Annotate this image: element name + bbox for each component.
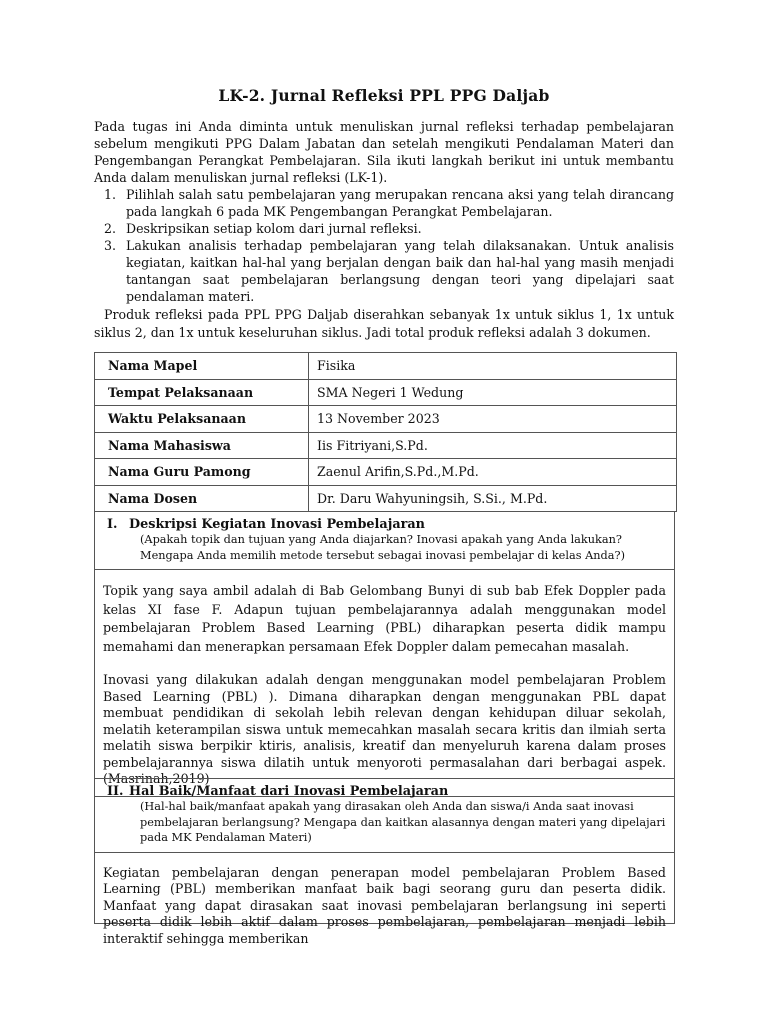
step-item <box>94 186 674 220</box>
section-title <box>107 517 666 532</box>
row-label: Tempat Pelaksanaan <box>95 379 309 406</box>
row-value: Dr. Daru Wahyuningsih, S.Si., M.Pd. <box>309 485 677 512</box>
answer-paragraph: Kegiatan pembelajaran dengan penerapan model pembelajaran Problem Based Learning (PBL) memberikan manfaat baik bagi seorang guru dan peserta didik. Manfaat yang dapat dirasakan saat inovasi pembelajaran berlangsung ini seperti peserta didik lebih aktif dalam proses pembelajaran, pembelajaran menjadi lebih interaktif sehingga memberikan <box>103 864 666 946</box>
instruction-steps <box>94 186 674 305</box>
document-title: LK-2. Jurnal Refleksi PPL PPG Daljab <box>218 86 550 105</box>
section-innovation-description <box>94 512 675 797</box>
section-guiding-questions: (Hal-hal baik/manfaat apakah yang dirasakan oleh Anda dan siswa/i Anda saat inovasi pembelajaran berlangsung? Mengapa dan kaitkan alasannya dengan materi yang dipelajari pada MK Pendalaman Materi) <box>140 800 666 844</box>
section-title <box>107 784 666 799</box>
row-value: Zaenul Arifin,S.Pd.,M.Pd. <box>309 459 677 486</box>
section-header <box>95 779 674 853</box>
step-text: Pilihlah salah satu pembelajaran yang merupakan rencana aksi yang telah dirancang pada langkah 6 pada MK Pengembangan Perangkat Pembelajaran. <box>126 187 674 219</box>
step-item <box>94 237 674 305</box>
step-text: Lakukan analisis terhadap pembelajaran yang telah dilaksanakan. Untuk analisis kegiatan, kaitkan hal-hal yang berjalan dengan baik dan hal-hal yang masih menjadi tantangan saat pembelajaran berlangsung dengan teori yang dipelajari saat pendalaman materi. <box>126 238 674 304</box>
section-title-text: Deskripsi Kegiatan Inovasi Pembelajaran <box>129 517 425 532</box>
step-number: 1. <box>104 187 117 202</box>
row-label: Nama Guru Pamong <box>95 459 309 486</box>
section-body <box>95 570 674 796</box>
row-value: 13 November 2023 <box>309 406 677 433</box>
row-label: Waktu Pelaksanaan <box>95 406 309 433</box>
table-row <box>95 379 677 406</box>
identity-table <box>94 352 677 512</box>
answer-paragraph: Topik yang saya ambil adalah di Bab Gelombang Bunyi di sub bab Efek Doppler pada kelas XI fase F. Adapun tujuan pembelajarannya adalah menggunakan model pembelajaran Problem Based Learning (PBL) diharapkan peserta didik mampu memahami dan menerapkan persamaan Efek Doppler dalam pemecahan masalah. <box>103 583 666 654</box>
table-row <box>95 406 677 433</box>
step-number: 3. <box>104 238 117 253</box>
section-title-text: Hal Baik/Manfaat dari Inovasi Pembelajaran <box>129 784 449 799</box>
section-body <box>95 853 674 956</box>
closing-paragraph: Produk refleksi pada PPL PPG Daljab diserahkan sebanyak 1x untuk siklus 1, 1x untuk siklus 2, dan 1x untuk keseluruhan siklus. Jadi total produk refleksi adalah 3 dokumen. <box>94 307 674 340</box>
section-number: I. <box>107 517 118 532</box>
section-header <box>95 512 674 570</box>
row-value: SMA Negeri 1 Wedung <box>309 379 677 406</box>
row-label: Nama Mahasiswa <box>95 432 309 459</box>
row-value: Fisika <box>309 353 677 380</box>
table-row <box>95 432 677 459</box>
answer-paragraph: Inovasi yang dilakukan adalah dengan menggunakan model pembelajaran Problem Based Learning (PBL) ). Dimana diharapkan dengan menggunakan PBL dapat membuat pendidikan di sekolah lebih relevan dengan kehidupan diluar sekolah, melatih keterampilan siswa untuk memecahkan masalah secara kritis dan ilmiah serta melatih siswa berpikir ktiris, analisis, kreatif dan menyeluruh karena dalam proses pembelajarannya siswa dilatih untuk menyoroti permasalahan dari berbagai aspek. (Masrinah,2019) <box>103 672 666 786</box>
row-value: Iis Fitriyani,S.Pd. <box>309 432 677 459</box>
intro-block <box>94 118 674 342</box>
table-row <box>95 353 677 380</box>
intro-paragraph: Pada tugas ini Anda diminta untuk menuliskan jurnal refleksi terhadap pembelajaran sebelum mengikuti PPG Dalam Jabatan dan setelah mengikuti Pendalaman Materi dan Pengembangan Perangkat Pembelajaran. Sila ikuti langkah berikut ini untuk membantu Anda dalam menuliskan jurnal refleksi (LK-1). <box>94 119 674 185</box>
step-number: 2. <box>104 221 117 236</box>
row-label: Nama Dosen <box>95 485 309 512</box>
table-row <box>95 459 677 486</box>
step-text: Deskripsikan setiap kolom dari jurnal refleksi. <box>126 221 422 236</box>
row-label: Nama Mapel <box>95 353 309 380</box>
section-guiding-questions: (Apakah topik dan tujuan yang Anda diajarkan? Inovasi apakah yang Anda lakukan? Mengapa Anda memilih metode tersebut sebagai inovasi pembelajar di kelas Anda?) <box>140 533 625 562</box>
step-item <box>94 220 674 237</box>
section-innovation-benefits <box>94 778 675 946</box>
section-number: II. <box>107 784 124 799</box>
table-row <box>95 485 677 512</box>
